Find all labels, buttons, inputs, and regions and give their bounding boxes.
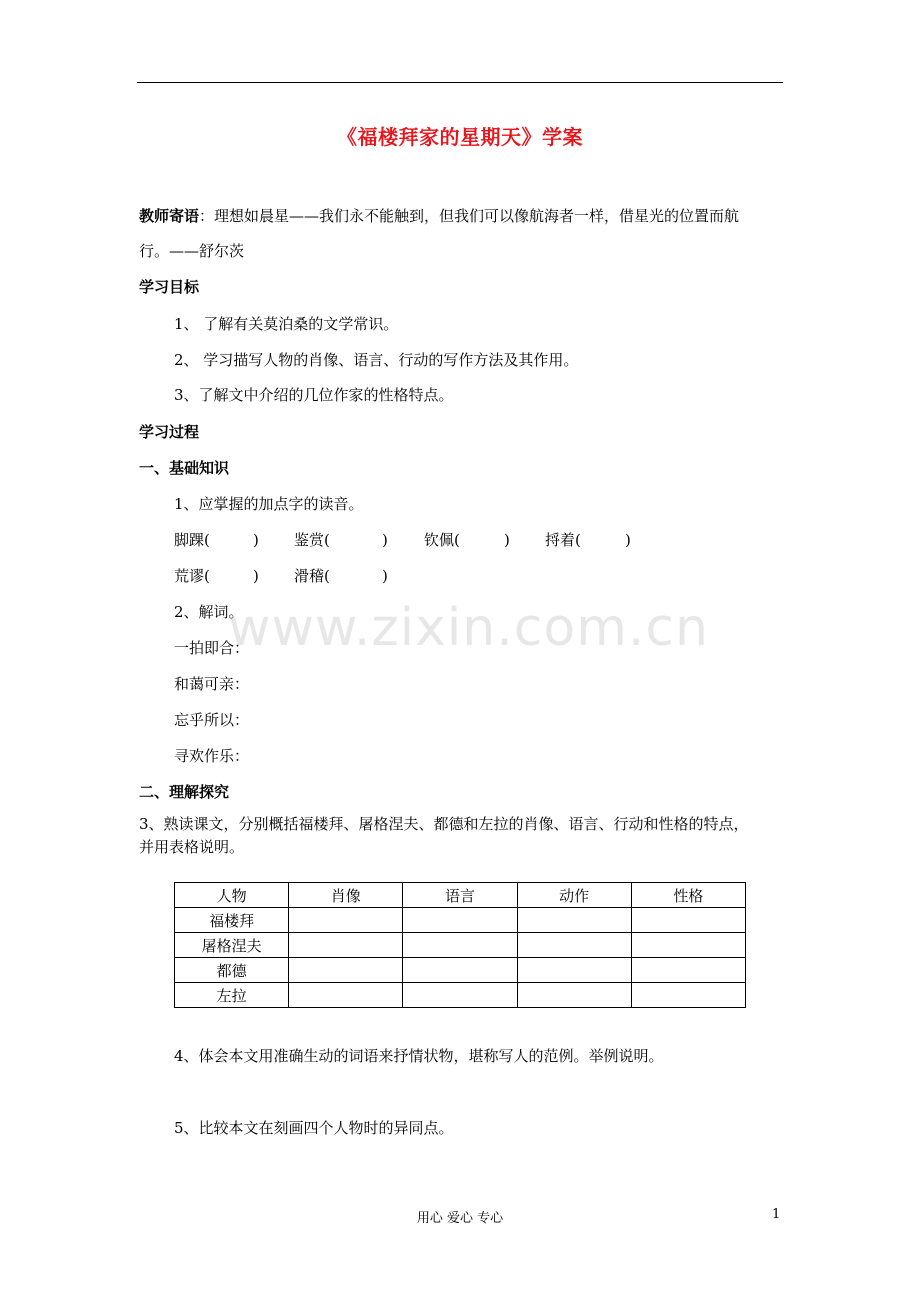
table-cell <box>403 958 517 983</box>
question-4: 4、体会本文用准确生动的词语来抒情状物，堪称写人的范例。举例说明。 <box>174 1047 664 1065</box>
table-cell <box>289 908 403 933</box>
row-label: 福楼拜 <box>175 908 289 933</box>
word-blank: 鉴赏( <box>294 531 330 549</box>
blank-close: ) <box>253 531 259 549</box>
table-cell <box>517 908 631 933</box>
goals-heading: 学习目标 <box>139 278 200 296</box>
column-header: 人物 <box>175 883 289 908</box>
goal-item: 2、 学习描写人物的肖像、语言、行动的写作方法及其作用。 <box>174 351 579 369</box>
word-blank: 脚踝( <box>174 531 210 549</box>
question-1: 1、应掌握的加点字的读音。 <box>174 495 364 513</box>
term-item: 和蔼可亲： <box>174 675 250 693</box>
table-cell <box>289 958 403 983</box>
table-cell <box>289 983 403 1008</box>
term-item: 忘乎所以： <box>174 711 250 729</box>
question-3-line1: 3、熟读课文，分别概括福楼拜、屠格涅夫、都德和左拉的肖像、语言、行动和性格的特点， <box>139 815 749 833</box>
page-number: 1 <box>772 1207 781 1222</box>
column-header: 动作 <box>517 883 631 908</box>
motto-label: 教师寄语 <box>139 207 200 225</box>
table-cell <box>631 933 745 958</box>
table-row <box>175 908 746 933</box>
table-row <box>175 933 746 958</box>
column-header: 肖像 <box>289 883 403 908</box>
character-table <box>174 882 746 1008</box>
table-header-row <box>175 883 746 908</box>
blank-close: ) <box>382 567 388 585</box>
table-cell <box>289 933 403 958</box>
motto-text-line2: 行。——舒尔茨 <box>139 242 245 260</box>
word-blank: 钦佩( <box>424 531 460 549</box>
watermark: www.zixin.com.cn <box>228 598 709 658</box>
table-row <box>175 983 746 1008</box>
blank-close: ) <box>504 531 510 549</box>
blank-close: ) <box>382 531 388 549</box>
section2-heading: 二、理解探究 <box>139 783 230 801</box>
row-label: 左拉 <box>175 983 289 1008</box>
table-cell <box>631 983 745 1008</box>
teacher-motto <box>139 206 739 226</box>
question-3-line2: 并用表格说明。 <box>139 838 245 856</box>
table-cell <box>517 933 631 958</box>
goal-item: 1、 了解有关莫泊桑的文学常识。 <box>174 315 399 333</box>
question-2: 2、解词。 <box>174 603 244 621</box>
blank-close: ) <box>625 531 631 549</box>
term-item: 一拍即合： <box>174 639 250 657</box>
table-cell <box>403 908 517 933</box>
pronunciation-row-2 <box>0 566 920 586</box>
motto-text-line1: ：理想如晨星——我们永不能触到，但我们可以像航海者一样，借星光的位置而航 <box>199 207 740 225</box>
process-heading: 学习过程 <box>139 423 200 441</box>
term-item: 寻欢作乐： <box>174 747 250 765</box>
column-header: 语言 <box>403 883 517 908</box>
table-cell <box>517 983 631 1008</box>
word-blank: 捋着( <box>545 531 581 549</box>
word-blank: 荒谬( <box>174 567 210 585</box>
table-cell <box>403 933 517 958</box>
row-label: 都德 <box>175 958 289 983</box>
word-blank: 滑稽( <box>294 567 330 585</box>
row-label: 屠格涅夫 <box>175 933 289 958</box>
table-cell <box>631 908 745 933</box>
table-row <box>175 958 746 983</box>
column-header: 性格 <box>631 883 745 908</box>
section1-heading: 一、基础知识 <box>139 459 230 477</box>
footer-text: 用心 爱心 专心 <box>416 1211 504 1226</box>
document-title: 《福楼拜家的星期天》学案 <box>337 125 583 149</box>
question-5: 5、比较本文在刻画四个人物时的异同点。 <box>174 1119 454 1137</box>
pronunciation-row-1 <box>0 530 920 550</box>
header-rule <box>137 82 783 83</box>
blank-close: ) <box>253 567 259 585</box>
table-cell <box>403 983 517 1008</box>
table-cell <box>631 958 745 983</box>
goal-item: 3、了解文中介绍的几位作家的性格特点。 <box>174 386 454 404</box>
table-cell <box>517 958 631 983</box>
